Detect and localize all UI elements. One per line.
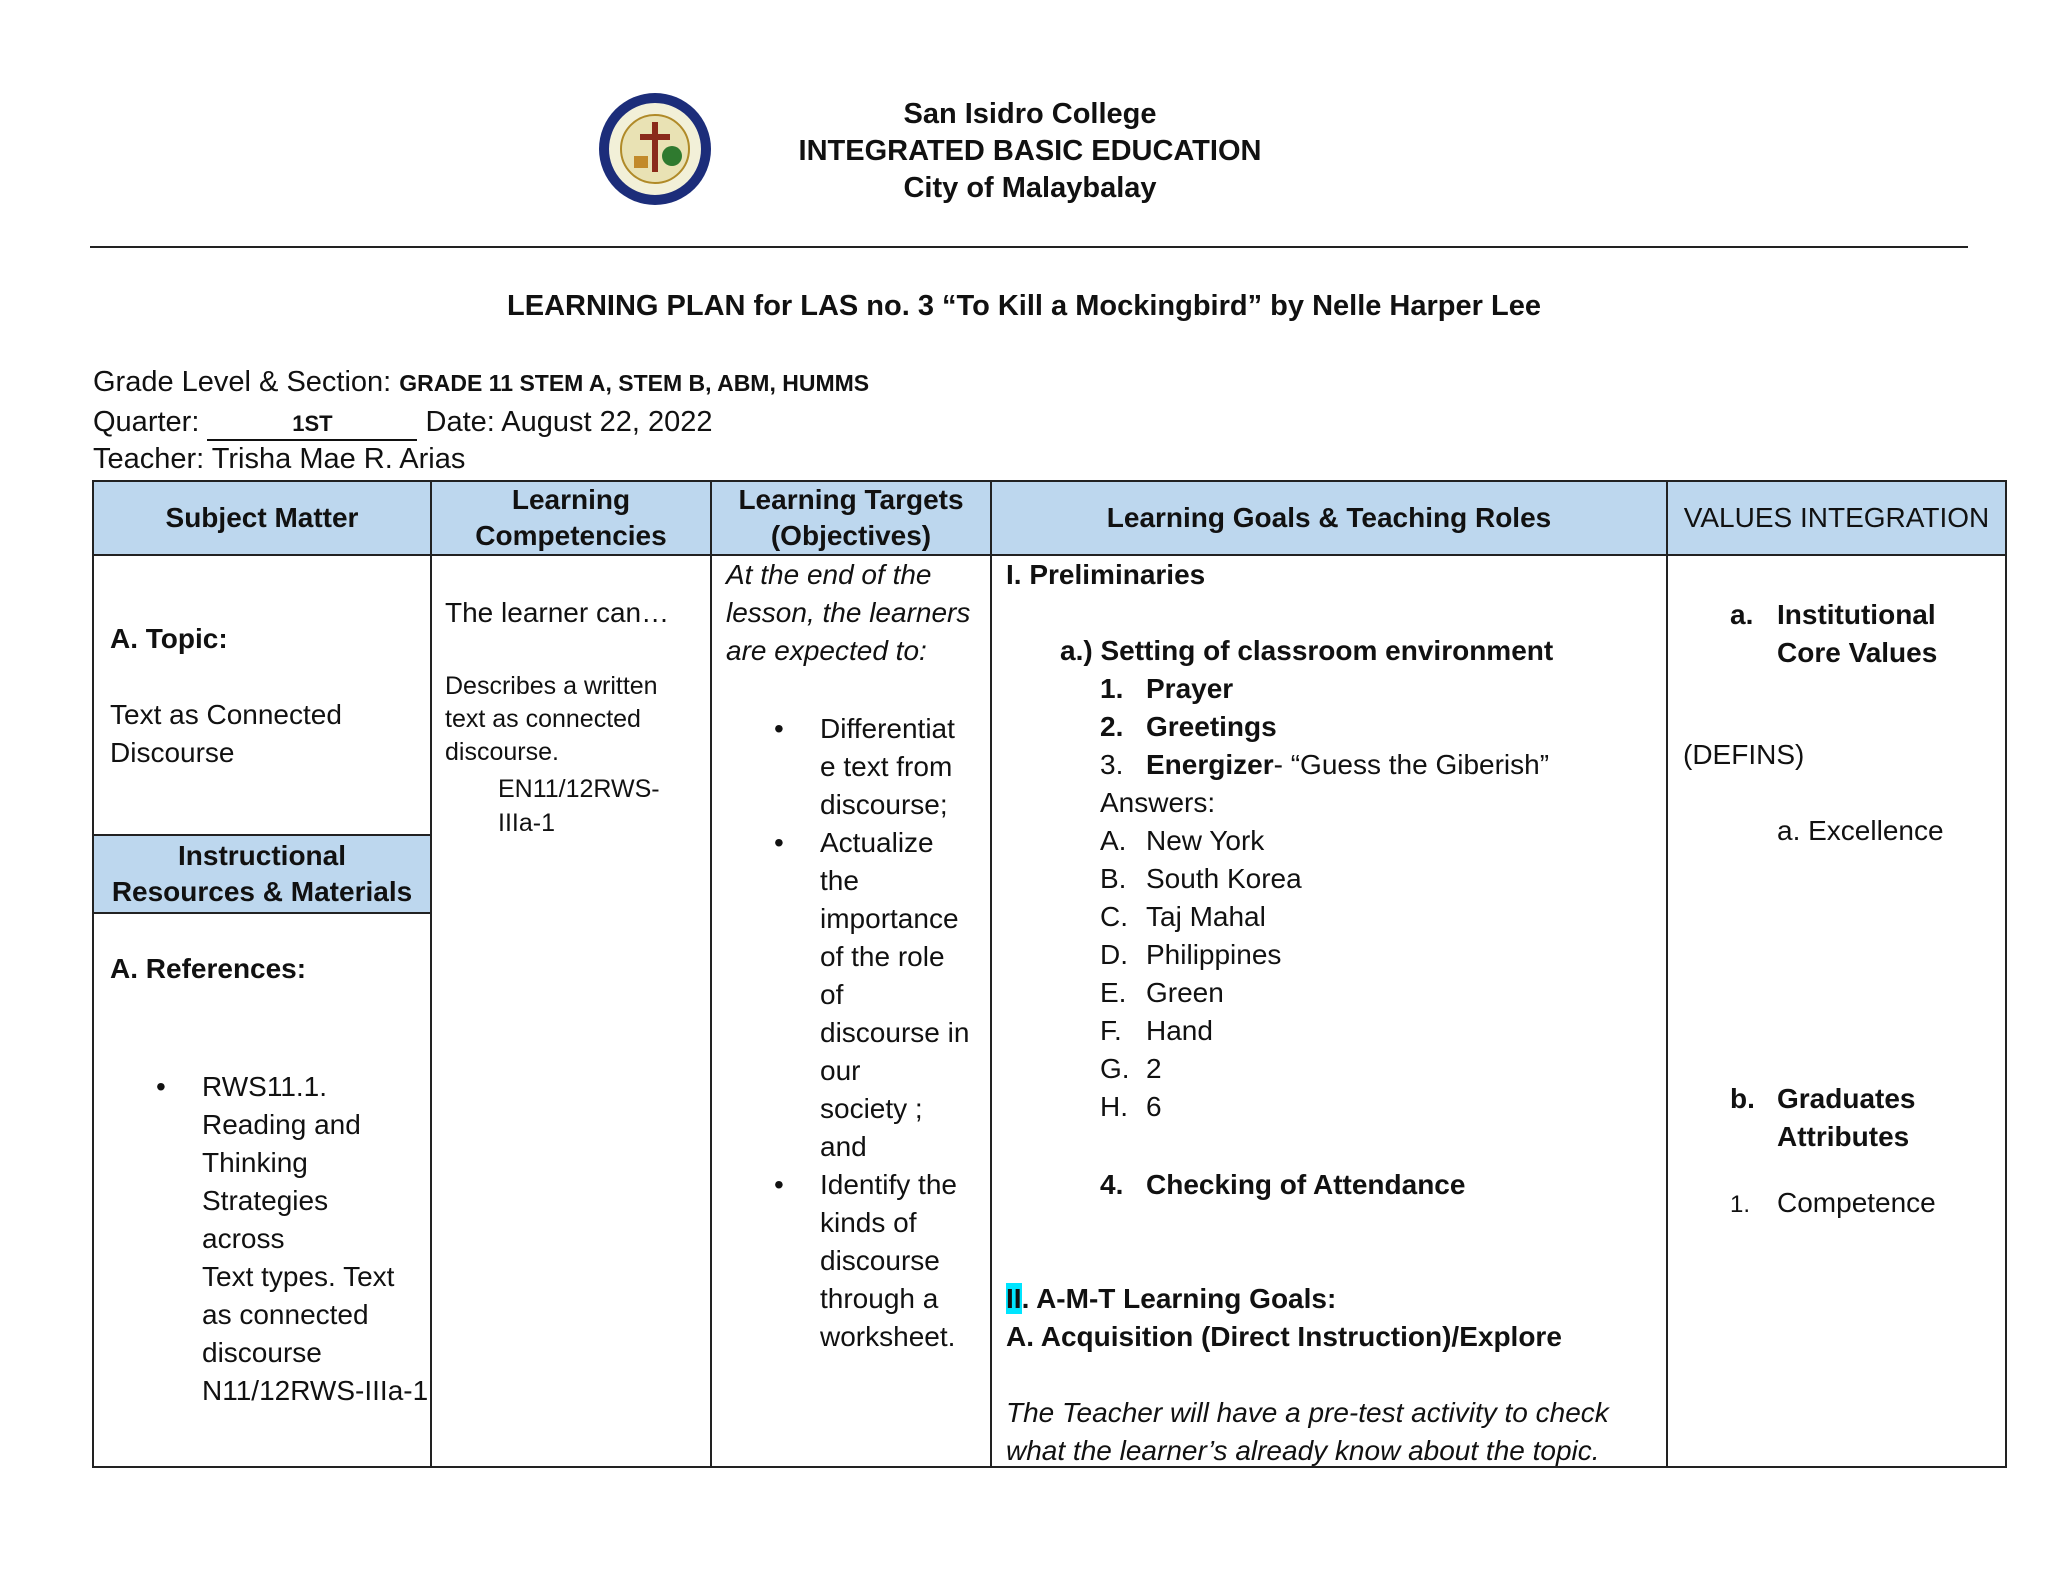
teacher-label: Teacher: (93, 443, 212, 475)
target-line: discourse (820, 1245, 940, 1276)
values-b-letter: b. (1730, 1083, 1755, 1114)
header-targets: Learning Targets (Objectives) (712, 482, 990, 554)
amt-heading (1006, 1280, 1336, 1318)
acquisition-heading: A. Acquisition (Direct Instruction)/Explore (1006, 1321, 1562, 1352)
values-a-letter: a. (1730, 599, 1754, 630)
answer-letter: G. (1100, 1053, 1130, 1084)
pretest-note (1006, 1394, 1609, 1470)
department-name: INTEGRATED BASIC EDUCATION (798, 135, 1262, 167)
target-line: society ; (820, 1093, 923, 1124)
amt-label: . A-M-T Learning Goals: (1021, 1283, 1337, 1314)
targets-intro-line: are expected to: (726, 635, 927, 666)
target-line: discourse; (820, 789, 948, 820)
date-value: August 22, 2022 (501, 406, 713, 438)
setting-heading: a.) Setting of classroom environment (1060, 635, 1554, 666)
competency-code-line: IIIa-1 (498, 809, 555, 837)
step-number: 1. (1100, 673, 1124, 704)
step-label: Greetings (1146, 711, 1277, 742)
target-line: worksheet. (820, 1321, 956, 1352)
values-b-item-num: 1. (1730, 1191, 1751, 1218)
pretest-line: The Teacher will have a pre-test activity to check (1006, 1397, 1609, 1428)
values-a-line: Core Values (1777, 637, 1938, 668)
answer-item (1100, 974, 1549, 1012)
topic-value (110, 696, 342, 772)
target-item (820, 824, 969, 1166)
answer-letter: A. (1100, 825, 1127, 856)
header-competencies: Learning Competencies (432, 482, 710, 554)
answer-text: New York (1146, 825, 1265, 856)
values-b-line: Graduates (1777, 1083, 1916, 1114)
answer-item (1100, 1050, 1549, 1088)
answer-item (1100, 860, 1549, 898)
step-number: 4. (1100, 1169, 1124, 1200)
header-values: VALUES INTEGRATION (1668, 482, 2005, 554)
reference-line: Reading and (202, 1109, 361, 1140)
answer-item (1100, 822, 1549, 860)
step-label: Prayer (1146, 673, 1234, 704)
values-b-line: Attributes (1777, 1121, 1910, 1152)
step-number: 2. (1100, 711, 1124, 742)
competency-line: Describes a written (445, 672, 658, 700)
target-line: discourse in (820, 1017, 970, 1048)
target-line: kinds of (820, 1207, 917, 1238)
header-subject-matter: Subject Matter (94, 482, 430, 554)
header-goals: Learning Goals & Teaching Roles (992, 482, 1666, 554)
topic-value-line: Discourse (110, 737, 235, 768)
answer-letter: F. (1100, 1015, 1122, 1046)
values-a-label (1777, 596, 1937, 672)
target-line: of the role (820, 941, 945, 972)
teacher-value: Trisha Mae R. Arias (211, 443, 466, 475)
target-line: of (820, 979, 844, 1010)
date-label: Date: (425, 406, 502, 438)
targets-list (820, 710, 969, 1356)
targets-intro-line: At the end of the (726, 559, 932, 590)
school-name: San Isidro College (903, 98, 1157, 130)
reference-line: discourse (202, 1337, 322, 1368)
competencies-intro: The learner can… (445, 597, 670, 628)
target-item (820, 710, 969, 824)
quarter-value: 1ST (207, 409, 417, 441)
competency-line: text as connected (445, 705, 641, 733)
values-a-item: a. Excellence (1777, 815, 1944, 846)
answer-item (1100, 936, 1549, 974)
quarter-date-line (93, 404, 713, 441)
reference-line: across (202, 1223, 285, 1254)
values-b-label (1777, 1080, 1916, 1156)
answer-text: Philippines (1146, 939, 1282, 970)
step-greetings (1100, 708, 1549, 746)
teacher-line (93, 441, 465, 478)
step-energizer (1100, 746, 1549, 784)
answer-text: Hand (1146, 1015, 1213, 1046)
target-line: through a (820, 1283, 939, 1314)
references-label: A. References: (110, 953, 307, 984)
answer-item (1100, 898, 1549, 936)
topic-value-line: Text as Connected (110, 699, 342, 730)
competency-description (445, 670, 658, 769)
targets-intro-line: lesson, the learners (726, 597, 971, 628)
reference-line: Thinking (202, 1147, 308, 1178)
topic-label: A. Topic: (110, 623, 228, 654)
reference-line: Strategies (202, 1185, 329, 1216)
step-prayer (1100, 670, 1549, 708)
answer-text: Green (1146, 977, 1224, 1008)
grade-value: GRADE 11 STEM A, STEM B, ABM, HUMMS (399, 370, 870, 396)
preliminaries-heading: I. Preliminaries (1006, 559, 1206, 590)
answer-item (1100, 1088, 1549, 1126)
col-divider (990, 480, 992, 1468)
target-line: the (820, 865, 859, 896)
target-line: • Actualize (820, 827, 934, 858)
answer-text: South Korea (1146, 863, 1302, 894)
quarter-label: Quarter: (93, 406, 208, 438)
preliminary-steps (1100, 670, 1549, 1126)
competency-line: discourse. (445, 738, 559, 766)
answer-letter: B. (1100, 863, 1127, 894)
target-line: importance (820, 903, 959, 934)
target-line: e text from (820, 751, 953, 782)
step-label: Checking of Attendance (1146, 1169, 1466, 1200)
resources-bottom-divider (92, 912, 430, 914)
answer-letter: D. (1100, 939, 1128, 970)
target-line: our (820, 1055, 861, 1086)
school-header (760, 96, 1300, 207)
header-divider (90, 246, 1968, 248)
grade-label: Grade Level & Section: (93, 366, 400, 398)
answer-text: 2 (1146, 1053, 1162, 1084)
target-line: and (820, 1131, 867, 1162)
reference-line: Text types. Text (202, 1261, 395, 1292)
defins-label: (DEFINS) (1683, 739, 1805, 770)
answer-text: 6 (1146, 1091, 1162, 1122)
college-seal-logo (590, 90, 720, 208)
reference-line: • RWS11.1. (202, 1071, 328, 1102)
answer-item (1100, 1012, 1549, 1050)
values-b-item: Competence (1777, 1187, 1936, 1218)
target-line: • Identify the (820, 1169, 957, 1200)
values-a-line: Institutional (1777, 599, 1936, 630)
answer-letter: E. (1100, 977, 1127, 1008)
document-title: LEARNING PLAN for LAS no. 3 “To Kill a Mockingbird” by Nelle Harper Lee (507, 290, 1541, 322)
competency-code (498, 772, 660, 840)
answer-text: Taj Mahal (1146, 901, 1266, 932)
competency-code-line: EN11/12RWS- (498, 775, 660, 803)
reference-line: N11/12RWS-IIIa-1 (202, 1375, 429, 1406)
answer-letter: H. (1100, 1091, 1128, 1122)
answers-label: Answers: (1100, 787, 1216, 818)
pretest-line: what the learner’s already know about the topic. (1006, 1435, 1600, 1466)
col-divider (430, 480, 432, 1468)
attendance-step (1100, 1166, 1465, 1204)
col-divider (710, 480, 712, 1468)
target-item (820, 1166, 969, 1356)
resources-header: Instructional Resources & Materials (94, 836, 430, 912)
city-name: City of Malaybalay (903, 172, 1157, 204)
step-number: 3. (1100, 749, 1124, 780)
step-label: Energizer (1146, 749, 1274, 780)
step-extra: - “Guess the Giberish” (1273, 749, 1550, 780)
target-line: • Differentiat (820, 713, 955, 744)
answer-letter: C. (1100, 901, 1128, 932)
col-divider (1666, 480, 1668, 1468)
amt-highlight: II (1006, 1283, 1022, 1314)
reference-item (202, 1068, 428, 1410)
grade-level-line (93, 364, 869, 402)
reference-line: as connected (202, 1299, 369, 1330)
targets-intro (726, 556, 970, 670)
